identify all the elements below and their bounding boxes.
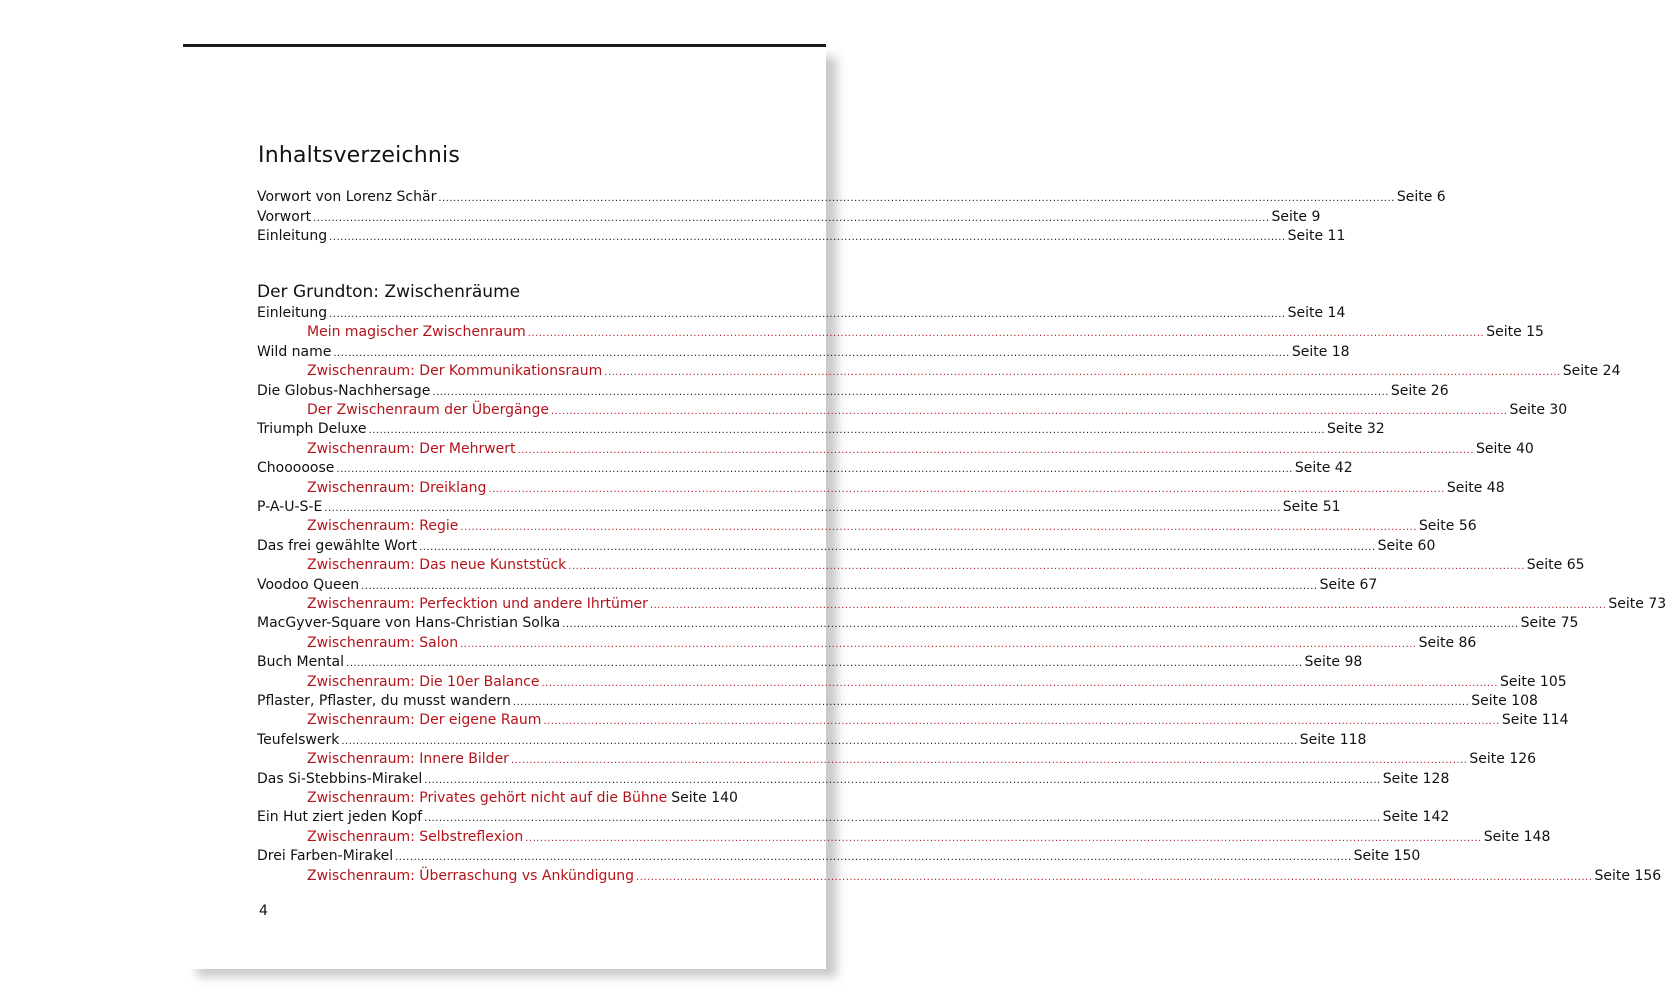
toc-title: Inhaltsverzeichnis <box>258 143 461 168</box>
toc-entry <box>257 381 1449 401</box>
toc-entry <box>307 555 1585 575</box>
toc-entry-title: Der Zwischenraum der Übergänge <box>307 402 549 418</box>
dot-leader: .................................................................................................................................................................................................................................................................... <box>432 386 1389 398</box>
toc-entry <box>307 788 736 808</box>
toc-entry-page: Seite 26 <box>1390 382 1449 399</box>
toc-entry <box>257 691 1538 711</box>
section-title: Der Grundton: Zwischenräume <box>257 282 521 302</box>
dot-leader: .................................................................................................................................................................................................................................................................... <box>460 638 1417 650</box>
toc-entry-page: Seite 51 <box>1282 499 1341 515</box>
toc-entry-title: Zwischenraum: Der Mehrwert <box>307 440 516 457</box>
toc-entry <box>257 769 1450 789</box>
toc-entry-title: Teufelswerk <box>257 731 340 748</box>
toc-entry-title: Zwischenraum: Das neue Kunststück <box>307 557 567 574</box>
dot-leader: .................................................................................................................................................................................................................................................................... <box>361 580 1318 592</box>
toc-entry <box>307 633 1477 653</box>
toc-entry <box>307 478 1505 498</box>
dot-leader: .................................................................................................................................................................................................................................................................... <box>424 813 1381 825</box>
toc-entry <box>307 594 1666 614</box>
toc-entry-title: Zwischenraum: Perfecktion und andere Ihrtümer <box>307 596 648 612</box>
toc-entry <box>257 207 1321 227</box>
toc-entry <box>257 187 1446 207</box>
toc-entry <box>307 439 1534 459</box>
toc-entry-title: Pflaster, Pflaster, du musst wandern <box>257 693 511 709</box>
dot-leader: .................................................................................................................................................................................................................................................................... <box>424 774 1381 786</box>
toc-entry-page: Seite 148 <box>1483 828 1551 845</box>
toc-entry-title: Das frei gewählte Wort <box>257 537 418 554</box>
toc-entry <box>307 400 1568 420</box>
toc-entry-page: Seite 9 <box>1271 208 1321 225</box>
dot-leader: .................................................................................................................................................................................................................................................................... <box>438 193 1395 204</box>
toc-entry-title: Einleitung <box>257 305 328 321</box>
dot-leader: .................................................................................................................................................................................................................................................................... <box>550 406 1508 417</box>
toc-entry-page: Seite 48 <box>1446 479 1505 496</box>
toc-entry-page: Seite 108 <box>1471 693 1538 709</box>
toc-entry-title: Wild name <box>257 343 332 360</box>
toc-entry-page: Seite 105 <box>1499 673 1567 690</box>
toc-entry-title: Buch Mental <box>257 654 345 671</box>
page-number: 4 <box>259 903 268 919</box>
dot-leader: .................................................................................................................................................................................................................................................................... <box>336 464 1293 476</box>
dot-leader: .................................................................................................................................................................................................................................................................... <box>333 347 1290 359</box>
toc-entry-page: Seite 65 <box>1526 557 1585 574</box>
toc-entry <box>257 652 1363 672</box>
toc-entry-page: Seite 18 <box>1291 343 1350 360</box>
toc-entry-page: Seite 75 <box>1520 615 1579 632</box>
toc-entry <box>307 361 1621 381</box>
dot-leader: .................................................................................................................................................................................................................................................................... <box>419 541 1376 553</box>
toc-entry-page: Seite 24 <box>1562 363 1621 380</box>
toc-entry <box>257 613 1579 633</box>
dot-leader: .................................................................................................................................................................................................................................................................... <box>368 425 1325 437</box>
toc-entry <box>307 672 1567 692</box>
toc-entry-page: Seite 42 <box>1294 460 1353 477</box>
toc-entry-title: Zwischenraum: Selbstreflexion <box>307 828 524 845</box>
toc-entry <box>257 342 1350 362</box>
toc-entry-page: Seite 40 <box>1476 440 1534 457</box>
toc-entry <box>257 575 1378 595</box>
toc-entry-page: Seite 128 <box>1382 770 1450 787</box>
dot-leader: .................................................................................................................................................................................................................................................................... <box>341 735 1298 747</box>
toc-entry-page: Seite 140 <box>671 790 738 806</box>
toc-entry-page: Seite 30 <box>1509 402 1568 418</box>
toc-entry-title: Zwischenraum: Privates gehört nicht auf die Bühne <box>307 790 668 806</box>
toc-entry-title: Vorwort von Lorenz Schär <box>257 189 437 205</box>
dot-leader: .................................................................................................................................................................................................................................................................... <box>329 309 1286 320</box>
toc-entry-title: Drei Farben-Mirakel <box>257 848 394 865</box>
toc-entry-title: Zwischenraum: Dreiklang <box>307 479 487 496</box>
toc-entry-title: P-A-U-S-E <box>257 499 323 515</box>
toc-entry-title: Ein Hut ziert jeden Kopf <box>257 809 423 826</box>
toc-entry-title: Das Si-Stebbins-Mirakel <box>257 770 423 787</box>
toc-entry-page: Seite 118 <box>1299 731 1367 748</box>
toc-entry <box>257 458 1353 478</box>
dot-leader: .................................................................................................................................................................................................................................................................... <box>346 658 1303 670</box>
toc-entry <box>257 730 1367 750</box>
toc-entry-page: Seite 150 <box>1353 848 1421 865</box>
toc-entry-page: Seite 73 <box>1608 596 1666 612</box>
toc-entry-page: Seite 15 <box>1486 324 1544 341</box>
toc-entry-page: Seite 126 <box>1469 751 1537 768</box>
toc-entry-title: Triumph Deluxe <box>257 421 367 438</box>
toc-entry-title: Voodoo Queen <box>257 576 360 593</box>
toc-entry-title: Die Globus-Nachhersage <box>257 382 431 399</box>
toc-entry-page: Seite 156 <box>1594 867 1662 884</box>
dot-leader: .................................................................................................................................................................................................................................................................... <box>568 561 1525 573</box>
toc-entry-page: Seite 6 <box>1396 189 1446 205</box>
toc-entry-title: Zwischenraum: Überraschung vs Ankündigung <box>307 867 635 884</box>
toc-entry-title: Chooooose <box>257 460 335 477</box>
toc-entry-title: Zwischenraum: Innere Bilder <box>307 751 509 768</box>
toc-entry <box>307 516 1477 536</box>
dot-leader: .................................................................................................................................................................................................................................................................... <box>313 212 1270 224</box>
toc-entry <box>257 807 1450 827</box>
dot-leader: .................................................................................................................................................................................................................................................................... <box>604 367 1561 379</box>
toc-entry-page: Seite 32 <box>1326 421 1385 438</box>
toc-entry-title: Zwischenraum: Die 10er Balance <box>307 673 540 690</box>
toc-entry-title: Zwischenraum: Salon <box>307 634 459 651</box>
toc-entry <box>307 827 1551 847</box>
toc-entry-title: Zwischenraum: Regie <box>307 518 459 535</box>
dot-leader: .................................................................................................................................................................................................................................................................... <box>324 503 1281 514</box>
toc-entry <box>257 846 1421 866</box>
dot-leader: .................................................................................................................................................................................................................................................................... <box>527 328 1485 340</box>
dot-leader: .................................................................................................................................................................................................................................................................... <box>649 600 1607 611</box>
toc-entry-page: Seite 98 <box>1304 654 1363 671</box>
toc-entry-title: Einleitung <box>257 228 328 244</box>
toc-entry <box>307 749 1537 769</box>
toc-entry-title: Vorwort <box>257 208 312 225</box>
toc-entry-page: Seite 56 <box>1418 518 1477 535</box>
toc-entry <box>257 497 1341 517</box>
dot-leader: .................................................................................................................................................................................................................................................................... <box>543 716 1500 728</box>
dot-leader: .................................................................................................................................................................................................................................................................... <box>525 832 1482 844</box>
dot-leader: .................................................................................................................................................................................................................................................................... <box>562 619 1519 631</box>
dot-leader: .................................................................................................................................................................................................................................................................... <box>517 444 1474 456</box>
toc-entry <box>307 866 1662 886</box>
toc-entry-title: Zwischenraum: Der Kommunikationsraum <box>307 363 603 380</box>
toc-entry <box>257 226 1346 246</box>
dot-leader: .................................................................................................................................................................................................................................................................... <box>395 852 1352 864</box>
toc-entry-page: Seite 114 <box>1501 712 1569 729</box>
toc-entry <box>307 322 1544 342</box>
dot-leader: .................................................................................................................................................................................................................................................................... <box>636 871 1593 883</box>
dot-leader: .................................................................................................................................................................................................................................................................... <box>329 232 1286 243</box>
toc-entry <box>257 303 1346 323</box>
toc-entry-page: Seite 14 <box>1287 305 1346 321</box>
toc-entry-page: Seite 67 <box>1319 576 1378 593</box>
toc-entry-title: Zwischenraum: Der eigene Raum <box>307 712 542 729</box>
toc-entry-page: Seite 86 <box>1418 634 1477 651</box>
toc-entry-page: Seite 60 <box>1377 537 1436 554</box>
dot-leader: .................................................................................................................................................................................................................................................................... <box>541 677 1498 689</box>
toc-entry-page: Seite 11 <box>1287 228 1346 244</box>
toc-entry <box>257 419 1385 439</box>
dot-leader: .................................................................................................................................................................................................................................................................... <box>510 755 1468 767</box>
dot-leader: .................................................................................................................................................................................................................................................................... <box>488 483 1445 495</box>
toc-entry-page: Seite 142 <box>1382 809 1450 826</box>
toc-entry-title: MacGyver-Square von Hans-Christian Solka <box>257 615 561 632</box>
dot-leader: .................................................................................................................................................................................................................................................................... <box>460 522 1417 534</box>
toc-entry <box>307 710 1569 730</box>
toc-entry <box>257 536 1436 556</box>
toc-entry-title: Mein magischer Zwischenraum <box>307 324 526 341</box>
book-page <box>183 44 1666 969</box>
dot-leader: .................................................................................................................................................................................................................................................................... <box>512 697 1470 708</box>
